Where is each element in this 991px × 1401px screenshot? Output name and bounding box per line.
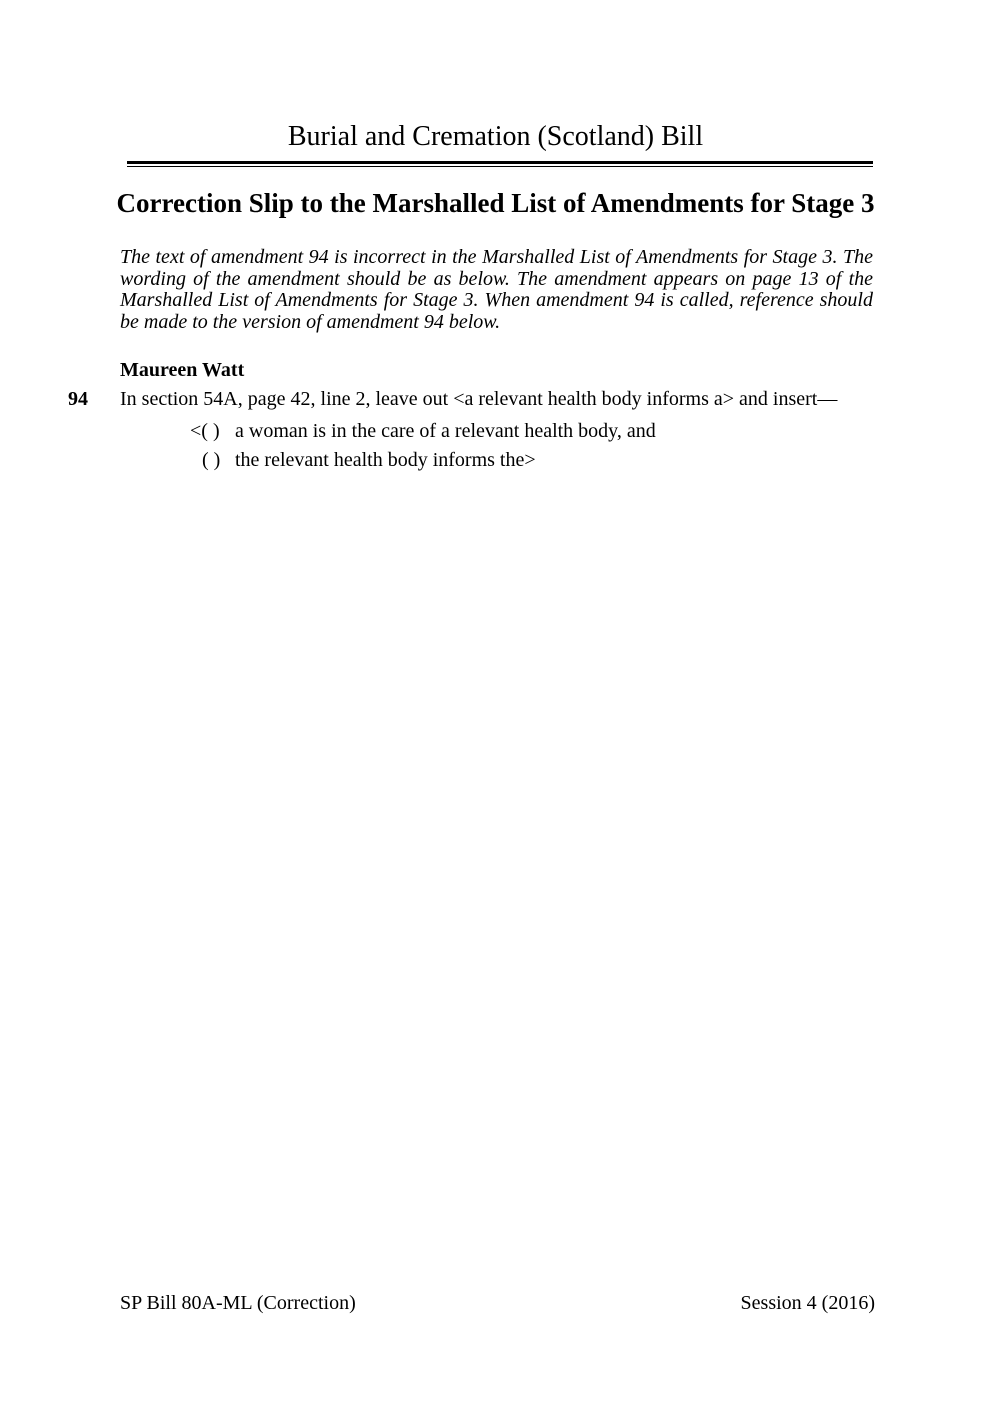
page-footer bbox=[120, 1293, 875, 1315]
subparagraph-marker: <( ) bbox=[190, 419, 220, 442]
amendment-body bbox=[120, 389, 873, 472]
subparagraph-text: the relevant health body informs the> bbox=[235, 449, 536, 471]
amendment-94 bbox=[0, 389, 991, 472]
header-double-rule bbox=[127, 161, 873, 167]
intro-paragraph: The text of amendment 94 is incorrect in the Marshalled List of Amendments for Stage 3. The wording of the amendment should be as below. The amendment appears on page 13 of the Marshalled List of Amendments for Stage 3. When amendment 94 is called, reference should be made to the version of amendment 94 below. bbox=[120, 246, 873, 333]
bill-title: Burial and Cremation (Scotland) Bill bbox=[287, 121, 704, 152]
subparagraph-marker: ( ) bbox=[202, 449, 221, 471]
amendment-number: 94 bbox=[68, 388, 88, 410]
subparagraph-text: a woman is in the care of a relevant health body, and bbox=[235, 419, 656, 442]
amendment-subparagraph bbox=[120, 421, 873, 443]
amendment-instruction: In section 54A, page 42, line 2, leave out <a relevant health body informs a> and insert— bbox=[120, 388, 838, 410]
correction-slip-heading: Correction Slip to the Marshalled List of Amendments for Stage 3 bbox=[116, 188, 875, 218]
footer-document-id: SP Bill 80A-ML (Correction) bbox=[120, 1292, 356, 1314]
footer-session-label: Session 4 (2016) bbox=[740, 1292, 875, 1314]
sponsor-name: Maureen Watt bbox=[120, 359, 245, 381]
amendment-subparagraph bbox=[120, 450, 873, 472]
